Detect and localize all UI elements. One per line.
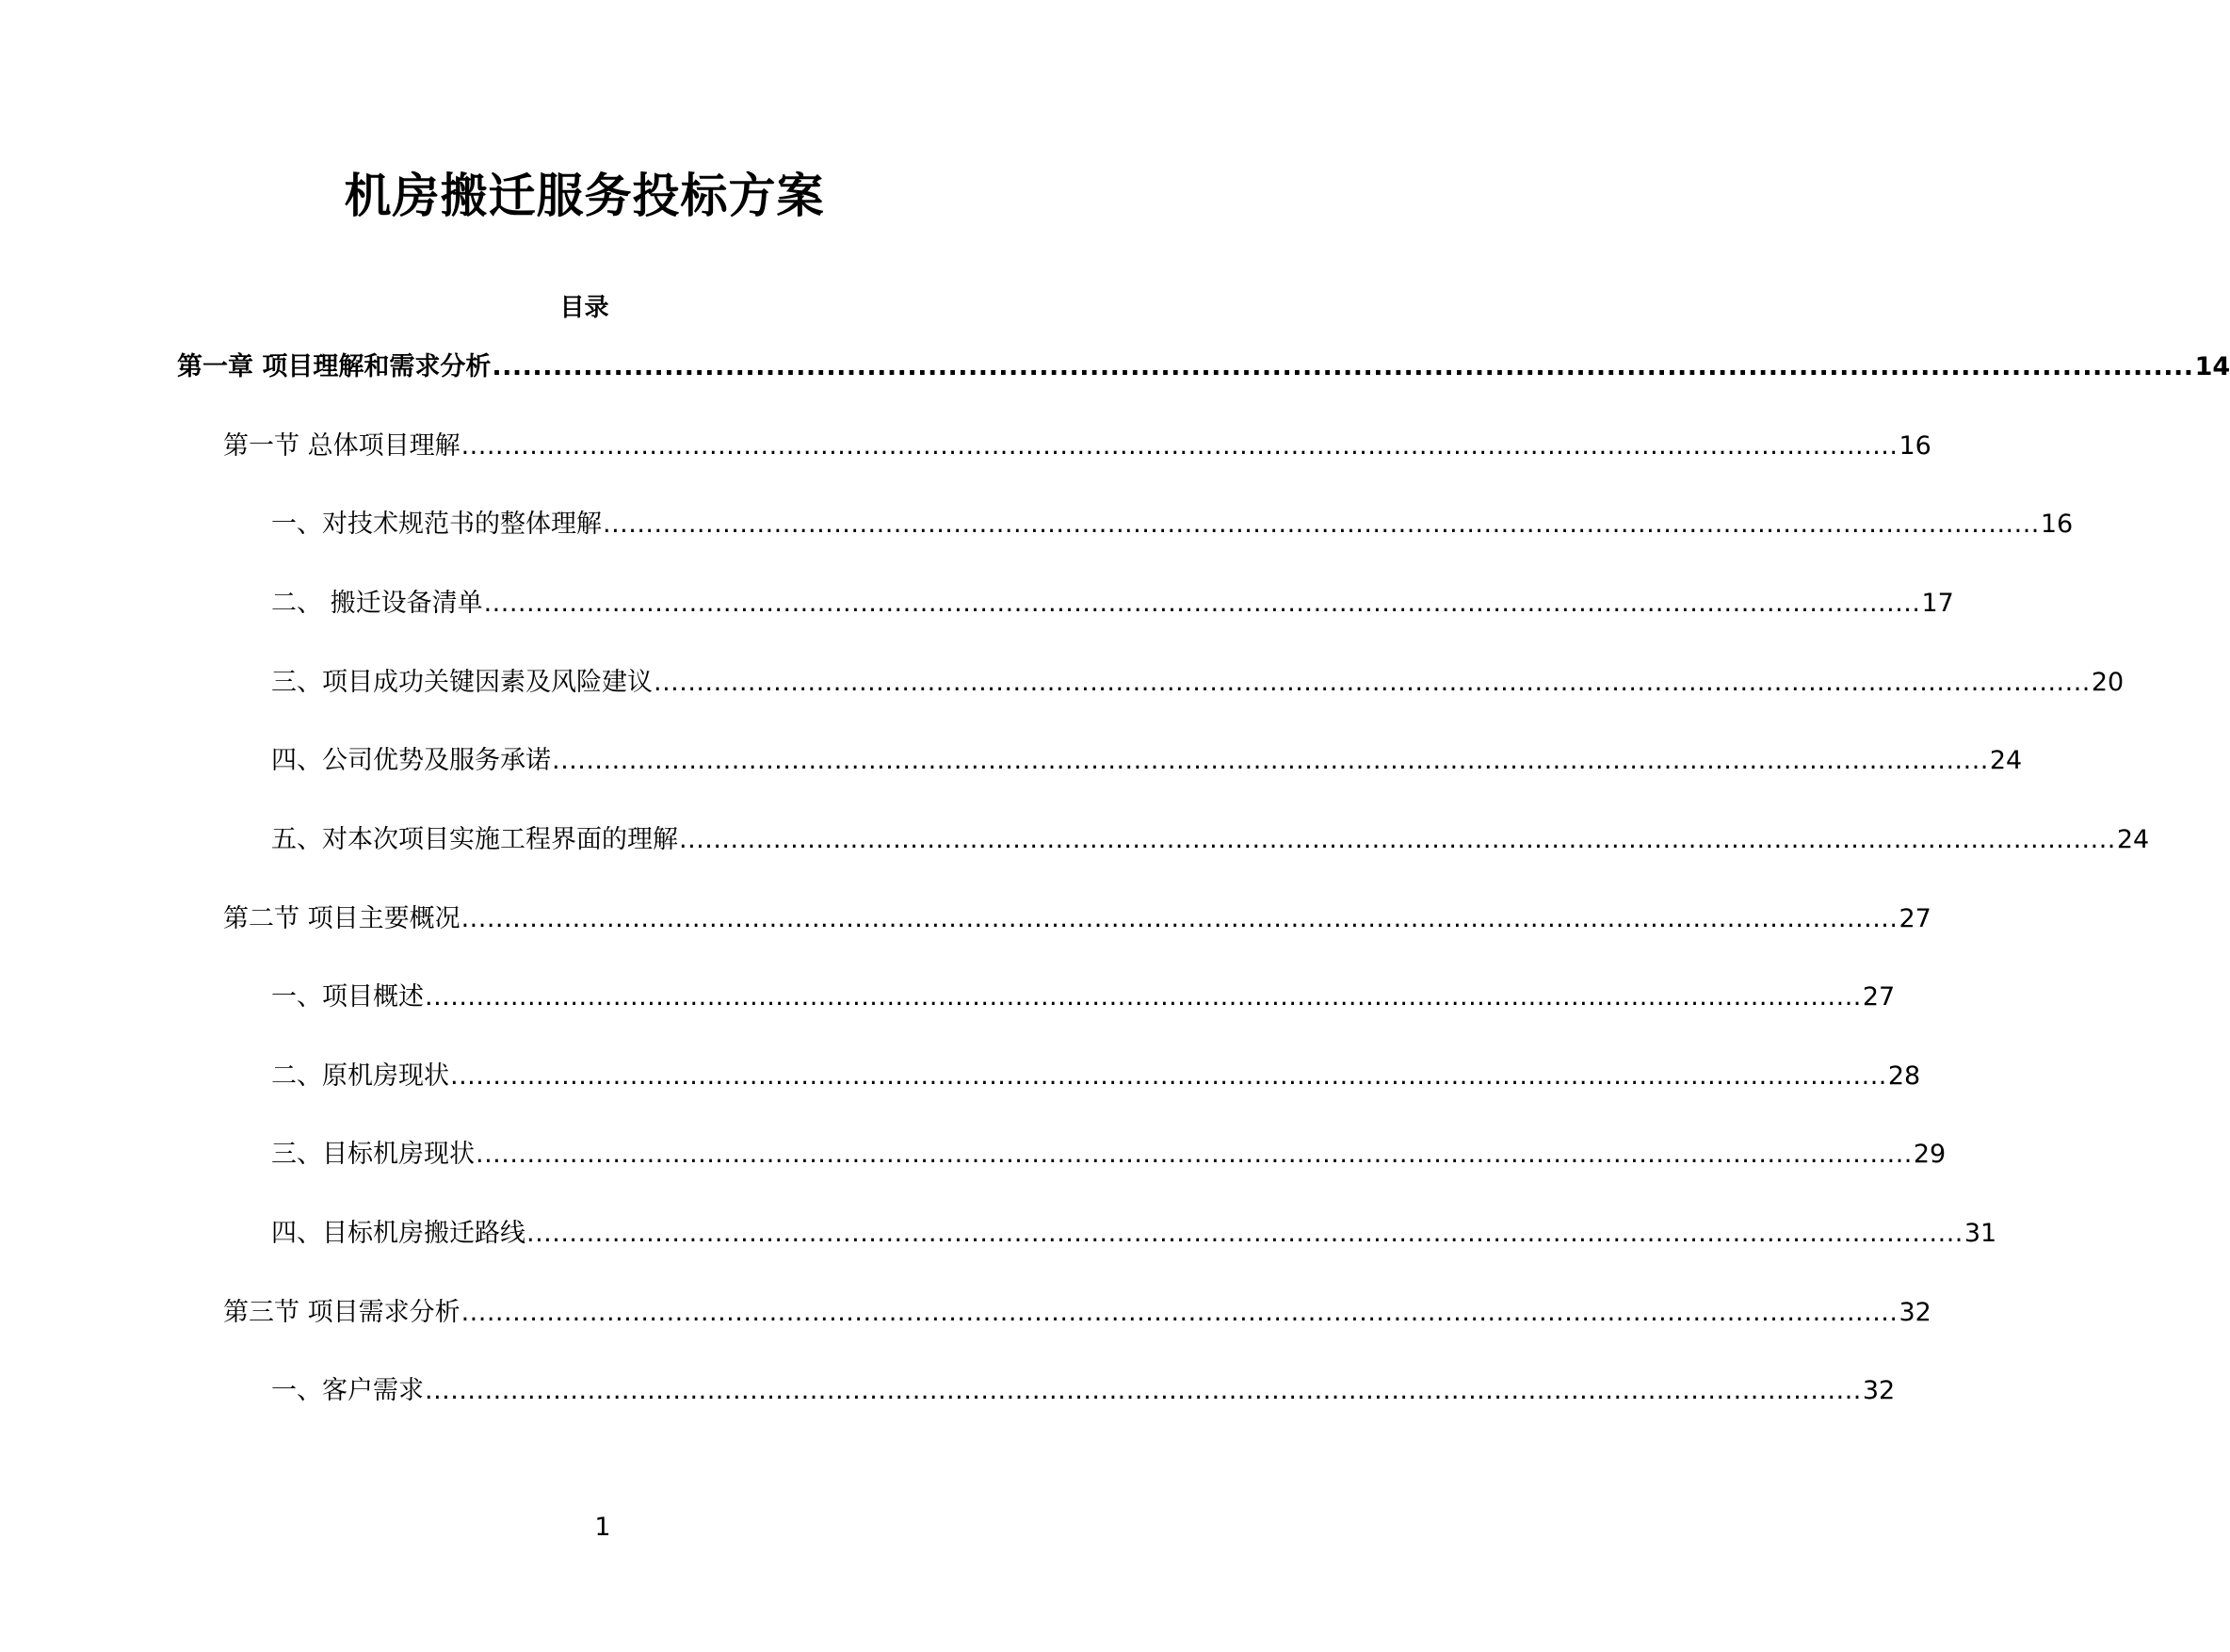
toc-entry-label: 四、目标机房搬迁路线: [271, 1219, 525, 1248]
toc-entry-page: 16: [1899, 431, 1931, 461]
toc-entry-label: 第一节 总体项目理解: [223, 431, 461, 461]
toc-entry-item[interactable]: [271, 587, 1954, 621]
toc-entry-page: 16: [2040, 510, 2074, 539]
toc-dot-leader: ........................................................................................................................................................................: [603, 510, 2040, 539]
toc-entry-page: 27: [1899, 904, 1931, 933]
toc-dot-leader: ........................................................................................................................................................................: [461, 1298, 1899, 1327]
toc-dot-leader: ........................................................................................................................................................................: [492, 352, 2194, 381]
toc-entry-item[interactable]: [271, 1374, 1896, 1408]
toc-entry-page: 27: [1862, 982, 1896, 1012]
toc-dot-leader: ........................................................................................................................................................................: [461, 904, 1899, 933]
toc-entry-page: 20: [2091, 668, 2125, 697]
toc-entry-label: 一、客户需求: [271, 1376, 424, 1405]
toc-dot-leader: ........................................................................................................................................................................: [552, 746, 1989, 775]
toc-entry-page: 29: [1913, 1140, 1947, 1169]
toc-entry-item[interactable]: [271, 508, 2074, 542]
toc-entry-label: 二、原机房现状: [271, 1061, 449, 1091]
toc-entry-label: 一、项目概述: [271, 982, 424, 1012]
toc-entry-label: 第一章 项目理解和需求分析: [177, 352, 492, 381]
toc-dot-leader: ........................................................................................................................................................................: [483, 589, 1921, 618]
toc-entry-page: 32: [1899, 1298, 1931, 1327]
toc-entry-label: 第二节 项目主要概况: [223, 904, 461, 933]
toc-entry-label: 四、公司优势及服务承诺: [271, 746, 551, 775]
toc-entry-item[interactable]: [271, 1217, 1997, 1251]
toc-entry-label: 三、目标机房现状: [271, 1140, 475, 1169]
toc-entry-item[interactable]: [271, 666, 2125, 700]
toc-entry-page: 31: [1963, 1219, 1997, 1248]
toc-entry-page: 17: [1921, 589, 1954, 618]
toc-entry-section-3[interactable]: [223, 1296, 1931, 1330]
toc-dot-leader: ........................................................................................................................................................................: [476, 1140, 1913, 1169]
toc-dot-leader: ........................................................................................................................................................................: [425, 1376, 1862, 1405]
toc-dot-leader: ........................................................................................................................................................................: [425, 982, 1862, 1012]
toc-entry-item[interactable]: [271, 744, 2023, 778]
toc-entry-label: 五、对本次项目实施工程界面的理解: [271, 825, 678, 854]
toc-entry-section-1[interactable]: [223, 429, 1931, 463]
toc-dot-leader: ........................................................................................................................................................................: [450, 1061, 1887, 1091]
toc-dot-leader: ........................................................................................................................................................................: [461, 431, 1899, 461]
toc-entry-label: 三、项目成功关键因素及风险建议: [271, 668, 653, 697]
toc-entry-label: 第三节 项目需求分析: [223, 1298, 461, 1327]
toc-heading: 目录: [559, 294, 609, 322]
toc-entry-chapter-1[interactable]: [177, 350, 2230, 384]
toc-entry-item[interactable]: [271, 980, 1896, 1014]
toc-dot-leader: ........................................................................................................................................................................: [679, 825, 2116, 854]
toc-entry-item[interactable]: [271, 1060, 1921, 1093]
toc-entry-label: 二、 搬迁设备清单: [271, 589, 483, 618]
page-number: 1: [594, 1513, 611, 1542]
toc-entry-item[interactable]: [271, 1138, 1947, 1172]
toc-entry-label: 一、对技术规范书的整体理解: [271, 510, 602, 539]
toc-entry-page: 24: [2116, 825, 2150, 854]
toc-dot-leader: ........................................................................................................................................................................: [654, 668, 2091, 697]
toc-entry-page: 32: [1862, 1376, 1896, 1405]
toc-entry-page: 24: [1989, 746, 2023, 775]
document-title: 机房搬迁服务投标方案: [344, 169, 825, 223]
toc-entry-page: 28: [1887, 1061, 1921, 1091]
toc-dot-leader: ........................................................................................................................................................................: [526, 1219, 1963, 1248]
toc-entry-section-2[interactable]: [223, 902, 1931, 936]
toc-entry-item[interactable]: [271, 823, 2150, 857]
toc-entry-page: 14: [2194, 352, 2230, 381]
